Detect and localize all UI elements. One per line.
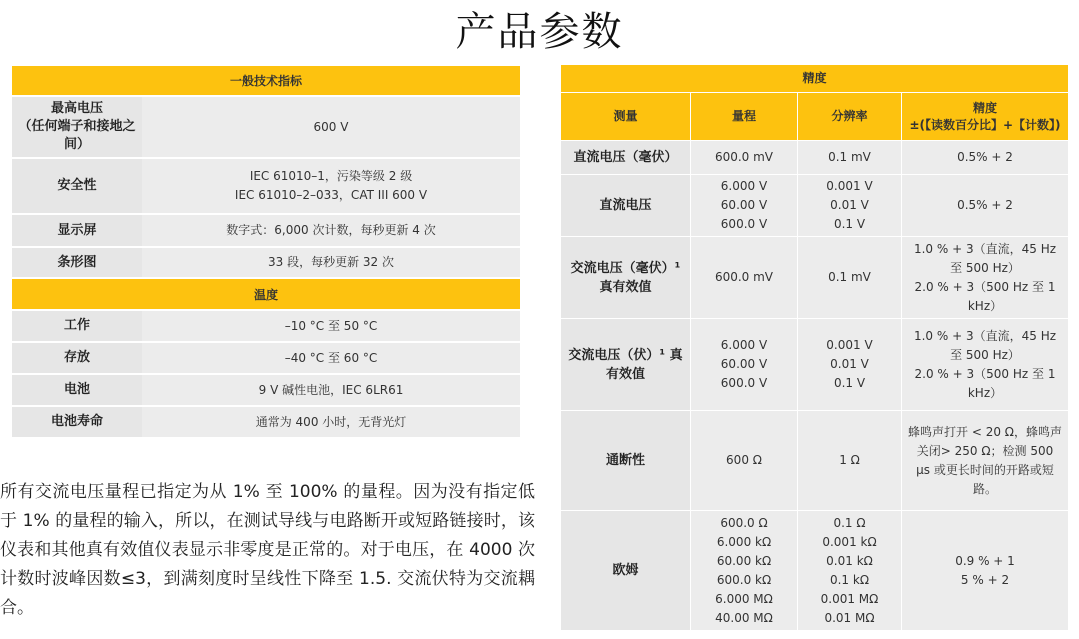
resolution-value: 0.001 V 0.01 V 0.1 V xyxy=(798,175,902,237)
accuracy-row-ac-v xyxy=(561,319,1069,411)
general-specs-table xyxy=(12,66,520,439)
page-title: 产品参数 xyxy=(455,9,624,55)
range-value: 6.000 V 60.00 V 600.0 V xyxy=(691,319,798,411)
column-header-range: 量程 xyxy=(691,93,798,141)
measure-label: 直流电压（毫伏） xyxy=(561,141,691,175)
spec-value: 通常为 400 小时，无背光灯 xyxy=(142,406,520,438)
range-value: 600.0 mV xyxy=(691,141,798,175)
spec-row-safety xyxy=(12,158,520,214)
range-value: 600.0 mV xyxy=(691,237,798,319)
spec-row-battery xyxy=(12,374,520,406)
spec-label: 最高电压 （任何端子和接地之间） xyxy=(12,96,142,158)
spec-label: 存放 xyxy=(12,342,142,374)
spec-value: –10 °C 至 50 °C xyxy=(142,310,520,342)
accuracy-value: 0.5% + 2 xyxy=(902,141,1069,175)
spec-row-max-voltage xyxy=(12,96,520,158)
spec-label: 条形图 xyxy=(12,247,142,278)
measure-label: 交流电压（毫伏）¹ 真有效值 xyxy=(561,237,691,319)
measure-label: 欧姆 xyxy=(561,511,691,631)
resolution-value: 0.1 mV xyxy=(798,237,902,319)
spec-value: 数字式：6,000 次计数，每秒更新 4 次 xyxy=(142,214,520,247)
spec-label: 显示屏 xyxy=(12,214,142,247)
range-value: 6.000 V 60.00 V 600.0 V xyxy=(691,175,798,237)
spec-row-battery-life xyxy=(12,406,520,438)
accuracy-value: 1.0 % + 3（直流，45 Hz 至 500 Hz） 2.0 % + 3（500 Hz 至 1 kHz） xyxy=(902,319,1069,411)
column-header-resolution: 分辨率 xyxy=(798,93,902,141)
spec-label: 工作 xyxy=(12,310,142,342)
accuracy-value: 0.5% + 2 xyxy=(902,175,1069,237)
accuracy-row-continuity xyxy=(561,411,1069,511)
range-value: 600.0 Ω 6.000 kΩ 60.00 kΩ 600.0 kΩ 6.000 MΩ 40.00 MΩ xyxy=(691,511,798,631)
spec-row-display xyxy=(12,214,520,247)
spec-value: 600 V xyxy=(142,96,520,158)
measure-label: 直流电压 xyxy=(561,175,691,237)
resolution-value: 0.1 Ω 0.001 kΩ 0.01 kΩ 0.1 kΩ 0.001 MΩ 0.01 MΩ xyxy=(798,511,902,631)
spec-label: 安全性 xyxy=(12,158,142,214)
accuracy-column-row xyxy=(561,93,1069,141)
accuracy-row-ohms xyxy=(561,511,1069,631)
accuracy-header-row xyxy=(561,65,1069,93)
spec-value: 9 V 碱性电池，IEC 6LR61 xyxy=(142,374,520,406)
spec-value: 33 段，每秒更新 32 次 xyxy=(142,247,520,278)
temperature-header: 温度 xyxy=(12,278,520,310)
accuracy-row-ac-mv xyxy=(561,237,1069,319)
spec-row-bargraph xyxy=(12,247,520,278)
accuracy-row-dc-v xyxy=(561,175,1069,237)
accuracy-value: 1.0 % + 3（直流，45 Hz 至 500 Hz） 2.0 % + 3（500 Hz 至 1 kHz） xyxy=(902,237,1069,319)
spec-value: IEC 61010–1，污染等级 2 级 IEC 61010–2–033，CAT III 600 V xyxy=(142,158,520,214)
accuracy-table xyxy=(560,64,1069,631)
general-header: 一般技术指标 xyxy=(12,66,520,96)
spec-row-operating xyxy=(12,310,520,342)
accuracy-header: 精度 xyxy=(561,65,1069,93)
column-header-measure: 测量 xyxy=(561,93,691,141)
spec-row-storage xyxy=(12,342,520,374)
accuracy-row-dc-mv xyxy=(561,141,1069,175)
ac-voltage-note: 所有交流电压量程已指定为从 1% 至 100% 的量程。因为没有指定低于 1% 的量程的输入，所以，在测试导线与电路断开或短路链接时，该仪表和其他真有效值仪表显示非零度是正常的。对于电压，在 4000 次计数时波峰因数≤3，到满刻度时呈线性下降至 1.5. 交流伏特为交流耦合。 xyxy=(0,482,535,618)
resolution-value: 1 Ω xyxy=(798,411,902,511)
measure-label: 通断性 xyxy=(561,411,691,511)
accuracy-value: 蜂鸣声打开 < 20 Ω，蜂鸣声关闭> 250 Ω；检测 500 µs 或更长时间的开路或短路。 xyxy=(902,411,1069,511)
resolution-value: 0.001 V 0.01 V 0.1 V xyxy=(798,319,902,411)
spec-label: 电池寿命 xyxy=(12,406,142,438)
resolution-value: 0.1 mV xyxy=(798,141,902,175)
spec-label: 电池 xyxy=(12,374,142,406)
column-header-accuracy: 精度 ±(【读数百分比】+【计数】) xyxy=(902,93,1069,141)
range-value: 600 Ω xyxy=(691,411,798,511)
spec-value: –40 °C 至 60 °C xyxy=(142,342,520,374)
accuracy-value: 0.9 % + 1 5 % + 2 xyxy=(902,511,1069,631)
general-header-row xyxy=(12,66,520,96)
temperature-header-row xyxy=(12,278,520,310)
measure-label: 交流电压（伏）¹ 真有效值 xyxy=(561,319,691,411)
